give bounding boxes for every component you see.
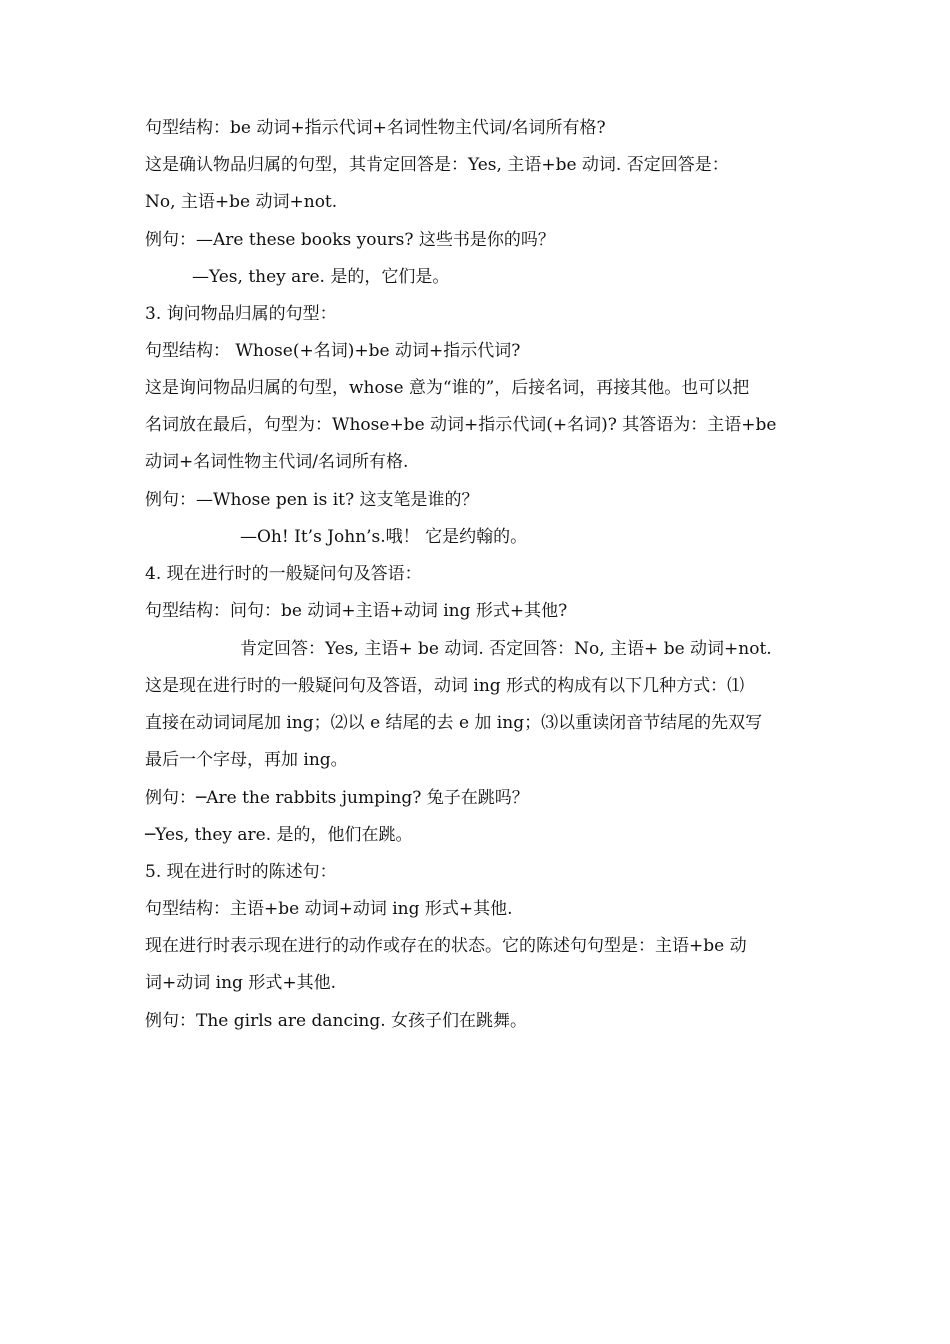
example-answer: ─Yes, they are. 是的，他们在跳。 xyxy=(145,825,413,845)
example-question: 例句：─Are the rabbits jumping? 兔子在跳吗？ xyxy=(145,788,529,808)
section-heading-5: 5. 现在进行时的陈述句： xyxy=(145,862,337,882)
sentence-structure-3: 句型结构： Whose(+名词)+be 动词+指示代词? xyxy=(145,341,521,361)
sentence-structure-4: 句型结构：问句：be 动词+主语+动词 ing 形式+其他? xyxy=(145,601,568,621)
paragraph-line: 这是现在进行时的一般疑问句及答语，动词 ing 形式的构成有以下几种方式：⑴ xyxy=(145,676,745,696)
paragraph-line: 这是确认物品归属的句型，其肯定回答是：Yes, 主语+be 动词. 否定回答是： xyxy=(145,155,729,175)
paragraph-line: 词+动词 ing 形式+其他. xyxy=(145,973,336,993)
answer-pattern: 肯定回答：Yes, 主语+ be 动词. 否定回答：No, 主语+ be 动词+not. xyxy=(240,639,772,659)
section-heading-3: 3. 询问物品归属的句型： xyxy=(145,304,337,324)
example-question: 例句：—Whose pen is it? 这支笔是谁的？ xyxy=(145,490,479,510)
paragraph-line: 名词放在最后，句型为：Whose+be 动词+指示代词(+名词)? 其答语为：主语+be xyxy=(145,415,777,435)
paragraph-line: 动词+名词性物主代词/名词所有格. xyxy=(145,452,409,472)
example-answer: —Yes, they are. 是的，它们是。 xyxy=(192,267,450,287)
paragraph-line: 这是询问物品归属的句型，whose 意为“谁的”，后接名词，再接其他。也可以把 xyxy=(145,378,750,398)
section-heading-4: 4. 现在进行时的一般疑问句及答语： xyxy=(145,564,422,584)
paragraph-line: No, 主语+be 动词+not. xyxy=(145,192,338,212)
paragraph-line: 最后一个字母，再加 ing。 xyxy=(145,750,348,770)
sentence-structure-1: 句型结构：be 动词+指示代词+名词性物主代词/名词所有格? xyxy=(145,118,606,138)
paragraph-line: 现在进行时表示现在进行的动作或存在的状态。它的陈述句句型是：主语+be 动 xyxy=(145,936,747,956)
paragraph-line: 直接在动词词尾加 ing；⑵以 e 结尾的去 e 加 ing；⑶以重读闭音节结尾的先双写 xyxy=(145,713,763,733)
example-sentence: 例句：The girls are dancing. 女孩子们在跳舞。 xyxy=(145,1011,528,1031)
example-answer: —Oh! It’s John’s.哦！ 它是约翰的。 xyxy=(240,527,528,547)
example-question: 例句：—Are these books yours? 这些书是你的吗？ xyxy=(145,230,555,250)
sentence-structure-5: 句型结构：主语+be 动词+动词 ing 形式+其他. xyxy=(145,899,513,919)
